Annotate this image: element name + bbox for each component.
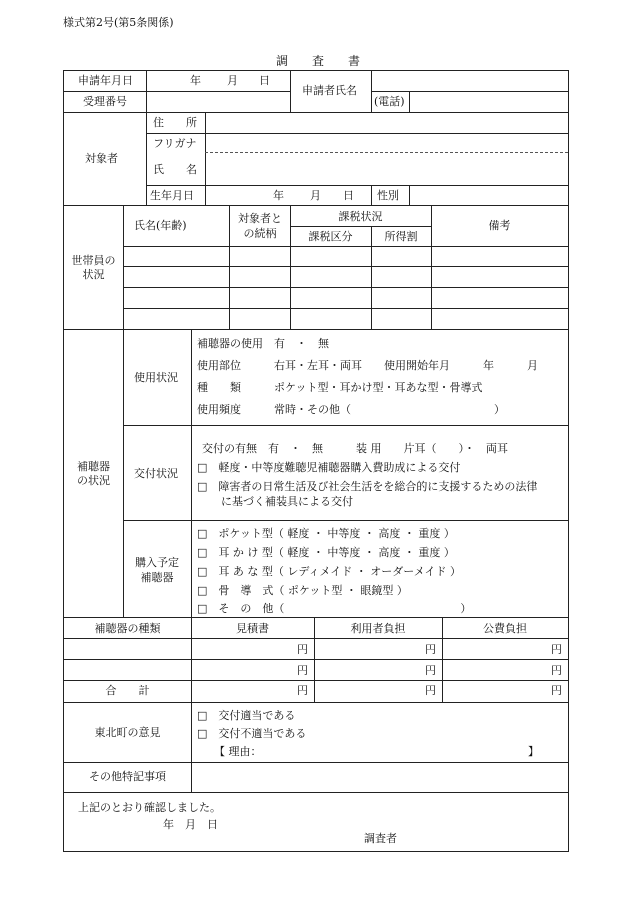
line: [290, 70, 291, 112]
subject-label: 対象者: [85, 152, 118, 165]
app-day: 日: [259, 74, 270, 87]
line: [63, 638, 569, 639]
planned-line-1: □ ポケット型（ 軽度 ・ 中等度 ・ 高度 ・ 重度 ）: [197, 527, 455, 540]
line: [63, 792, 569, 793]
receipt-label: 受理番号: [83, 95, 127, 108]
sex-label: 性別: [377, 189, 399, 202]
line: [409, 91, 410, 112]
usage-line-2: 使用部位 右耳・左耳・両耳 使用開始年月 年 月: [197, 359, 538, 372]
border-left: [63, 70, 64, 852]
total-label: 合 計: [105, 684, 150, 697]
line: [123, 287, 568, 288]
remarks-header: 備考: [488, 219, 511, 232]
line: [123, 520, 568, 521]
line: [123, 425, 568, 426]
relation-header-1: 対象者と: [238, 212, 282, 225]
planned-line-5: □ そ の 他（ ）: [197, 602, 472, 615]
line: [290, 205, 291, 329]
usage-line-3: 種 類 ポケット型・耳かけ型・耳あな型・骨導式: [197, 381, 483, 394]
usage-label: 使用状況: [134, 371, 178, 384]
line: [371, 70, 372, 112]
border-top: [63, 70, 569, 71]
tax-status-header: 課税状況: [338, 210, 383, 223]
line: [123, 266, 568, 267]
name-age-header: 氏名(年齢): [134, 219, 187, 232]
line: [63, 680, 569, 681]
form-label: 様式第2号(第5条関係): [63, 16, 174, 29]
border-right: [568, 70, 569, 852]
user-share-header: 利用者負担: [350, 622, 406, 635]
line: [123, 246, 568, 247]
line: [63, 112, 569, 113]
birthdate-label: 生年月日: [150, 189, 194, 202]
line: [63, 329, 569, 330]
planned-line-3: □ 耳 あ な 型（ レディメイド ・ オーダーメイド ）: [197, 565, 461, 578]
birth-day: 日: [343, 189, 354, 202]
line: [290, 226, 431, 227]
planned-line-4: □ 骨 導 式（ ポケット型 ・ 眼鏡型 ）: [197, 584, 408, 597]
tax-class-header: 課税区分: [308, 230, 353, 243]
line: [146, 70, 147, 112]
app-month: 月: [227, 74, 238, 87]
issue-label: 交付状況: [134, 467, 178, 480]
usage-line-4: 使用頻度 常時・その他（ ）: [197, 403, 505, 416]
issue-line-2: □ 軽度・中等度難聴児補聴器購入費助成による交付: [197, 461, 461, 474]
aid-label-1: 補聴器: [77, 460, 110, 473]
yen-2-3: 円: [551, 664, 562, 677]
line: [123, 205, 124, 329]
app-year: 年: [190, 74, 201, 87]
opinion-line-2: □ 交付不適当である: [197, 727, 307, 740]
issue-line-1: 交付の有無 有 ・ 無 装 用 片耳（ ）・ 両耳: [202, 442, 508, 455]
line: [229, 205, 230, 329]
applicant-name-label: 申請者氏名: [302, 84, 357, 97]
relation-header-2: の続柄: [243, 227, 277, 240]
line: [371, 226, 372, 329]
line: [63, 205, 569, 206]
line: [191, 702, 192, 792]
line: [146, 133, 568, 134]
name-label: 氏 名: [153, 163, 197, 176]
application-date-label: 申請年月日: [78, 74, 133, 87]
household-label-2: 状況: [82, 268, 105, 281]
public-share-header: 公費負担: [483, 622, 527, 635]
usage-line-1: 補聴器の使用 有 ・ 無: [197, 337, 329, 350]
planned-label-2: 補聴器: [140, 571, 174, 584]
line: [205, 112, 206, 205]
opinion-close: 】: [528, 745, 539, 758]
line: [63, 91, 290, 92]
line: [191, 329, 192, 617]
yen-3-3: 円: [551, 684, 562, 697]
estimate-header: 見積書: [236, 622, 269, 635]
yen-2-1: 円: [297, 664, 308, 677]
line: [371, 91, 568, 92]
planned-line-2: □ 耳 か け 型（ 軽度 ・ 中等度 ・ 高度 ・ 重度 ）: [197, 546, 455, 559]
border-bottom: [63, 851, 569, 852]
type-header: 補聴器の種類: [94, 622, 161, 635]
planned-label-1: 購入予定: [135, 556, 179, 569]
furigana-label: フリガナ: [153, 137, 197, 150]
yen-1-3: 円: [551, 643, 562, 656]
dashed-line: [205, 152, 568, 153]
page-title: 調 査 書: [276, 54, 361, 68]
line: [146, 185, 568, 186]
yen-2-2: 円: [425, 664, 436, 677]
line: [123, 308, 568, 309]
line: [431, 205, 432, 329]
issue-line-4: に基づく補装具による交付: [221, 495, 353, 508]
line: [146, 112, 147, 205]
yen-3-1: 円: [297, 684, 308, 697]
special-label: その他特記事項: [89, 770, 166, 783]
household-label-1: 世帯員の: [71, 254, 116, 267]
birth-year: 年: [273, 189, 284, 202]
income-split-header: 所得割: [384, 230, 418, 243]
opinion-line-1: □ 交付適当である: [197, 709, 296, 722]
opinion-line-3: 【 理由：: [214, 745, 262, 758]
yen-3-2: 円: [425, 684, 436, 697]
issue-line-3: □ 障害者の日常生活及び社会生活をを総合的に支援するための法律: [197, 480, 538, 493]
yen-1-1: 円: [297, 643, 308, 656]
confirm-text: 上記のとおり確認しました。: [78, 801, 221, 814]
confirm-date: 年 月 日: [163, 818, 218, 831]
line: [63, 659, 569, 660]
line: [63, 617, 569, 618]
line: [409, 185, 410, 205]
birth-month: 月: [310, 189, 321, 202]
phone-label: (電話): [374, 95, 405, 108]
aid-label-2: の状況: [77, 474, 110, 487]
opinion-label: 東北町の意見: [94, 726, 161, 739]
line: [123, 329, 124, 617]
line: [63, 702, 569, 703]
address-label: 住 所: [153, 116, 197, 129]
line: [63, 762, 569, 763]
inspector-label: 調査者: [364, 832, 397, 845]
line: [371, 185, 372, 205]
yen-1-2: 円: [425, 643, 436, 656]
